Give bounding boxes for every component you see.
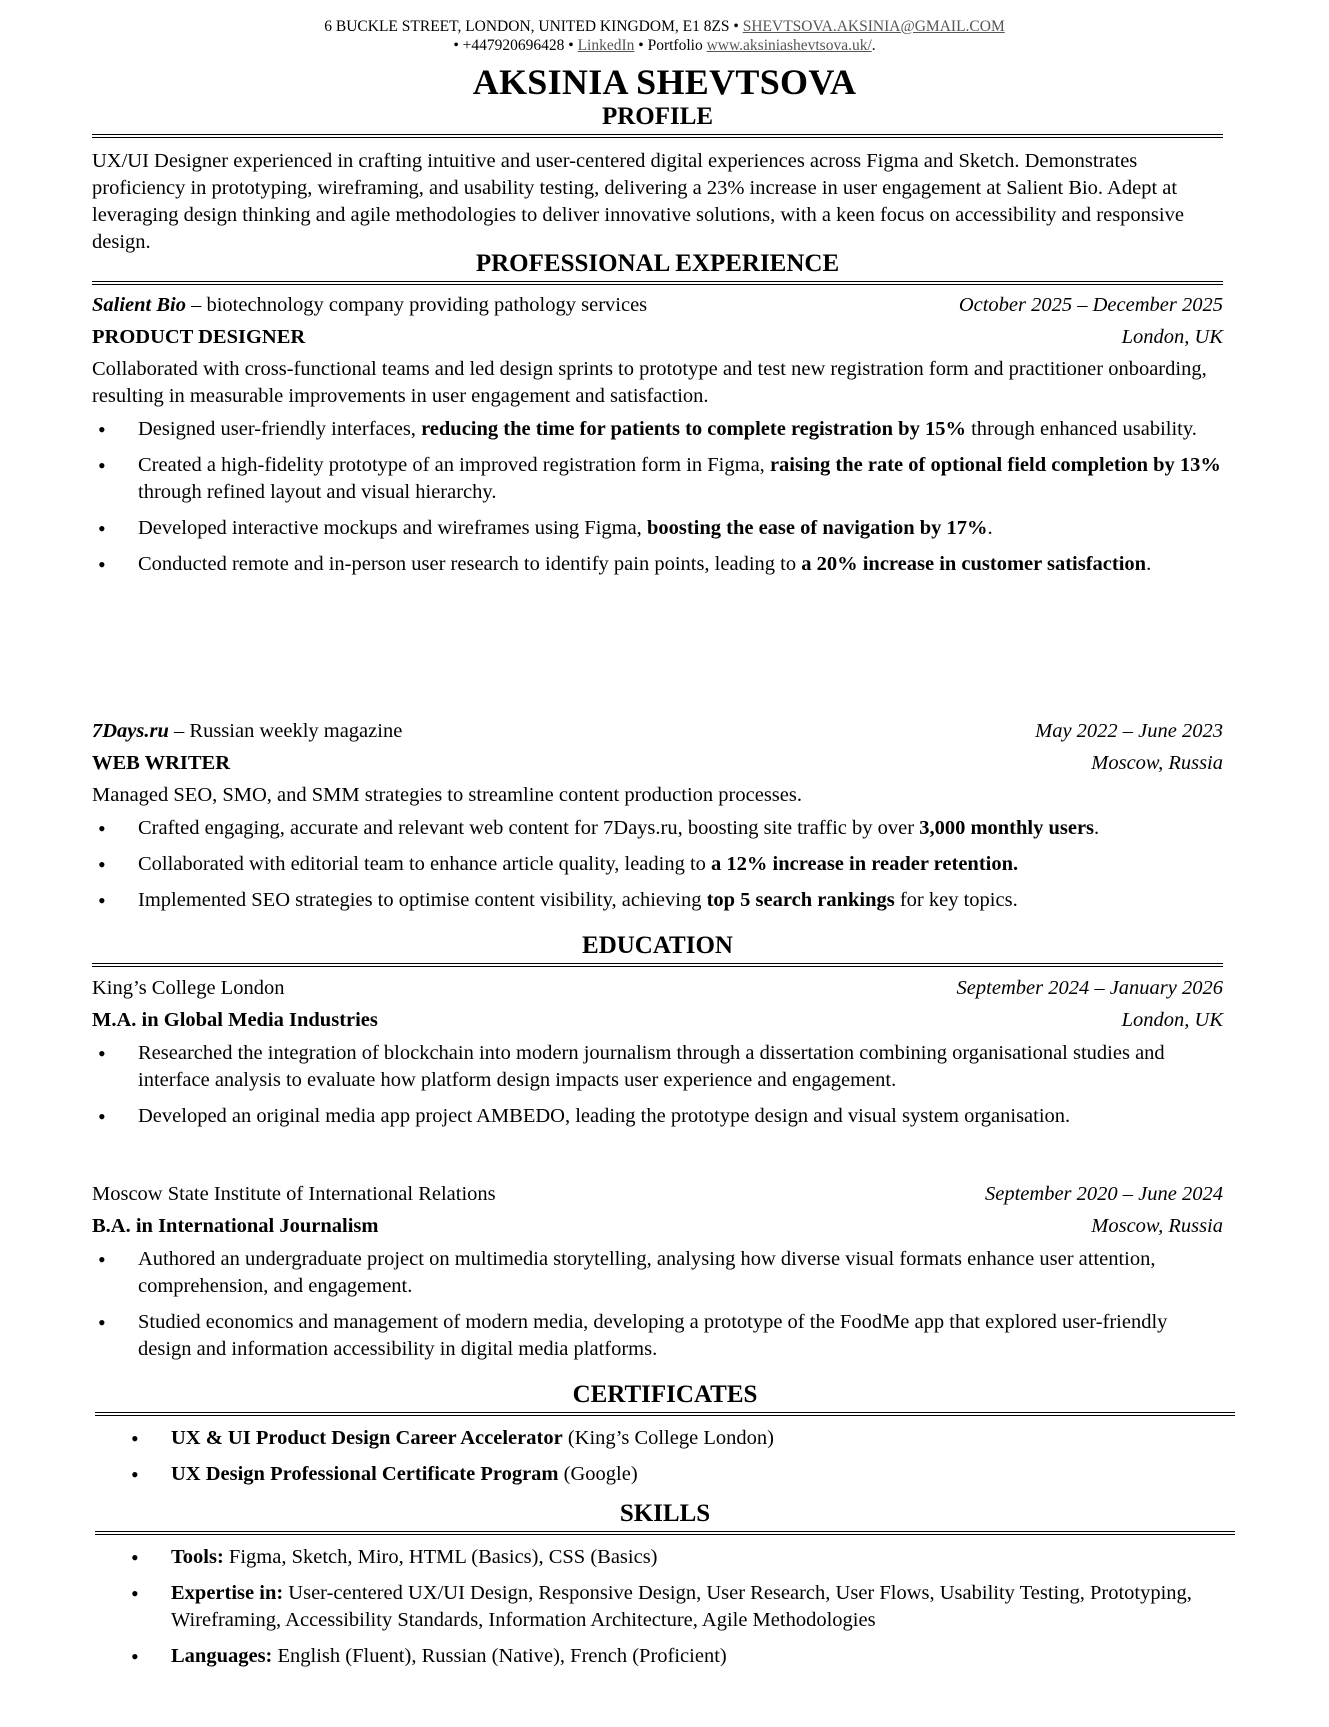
portfolio-label: • Portfolio <box>634 37 707 54</box>
bullet-highlight: raising the rate of optional field completion by 13% <box>769 454 1221 476</box>
job-summary: Collaborated with cross-functional teams and led design sprints to prototype and test new registration form and practitioner onboarding, resulting in measurable improvements in user engagement and satisfaction. <box>92 358 1207 407</box>
profile-text: UX/UI Designer experienced in crafting intuitive and user-centered digital experiences across Figma and Sketch. Demonstrates proficiency in prototyping, wireframing, and usability testing, delivering a 23% increase in user engagement at Salient Bio. Adept at leveraging design thinking and agile methodologies to deliver innovative solutions, with a keen focus on accessibility and responsive design. <box>92 150 1184 253</box>
bullet-text: through enhanced usability. <box>965 418 1197 440</box>
job-summary: Managed SEO, SMO, and SMM strategies to streamline content production processes. <box>92 784 802 806</box>
edu-location: Moscow, Russia <box>1091 1215 1223 1237</box>
job-location: Moscow, Russia <box>1091 752 1223 774</box>
certificate-name: UX Design Professional Certificate Program <box>171 1463 559 1485</box>
education-kcl <box>92 975 1223 1139</box>
job-bullets <box>92 815 1223 914</box>
job-role-row <box>92 750 1223 777</box>
candidate-name: AKSINIA SHEVTSOVA <box>472 62 857 102</box>
edu-degree-row <box>92 1213 1223 1240</box>
list-item <box>92 815 1223 842</box>
edu-header <box>92 975 1223 1002</box>
certificates-list <box>125 1425 1235 1497</box>
education-section-header <box>92 932 1223 967</box>
edu-degree-row <box>92 1007 1223 1034</box>
skills-list <box>125 1544 1235 1679</box>
list-item <box>92 452 1223 506</box>
list-item <box>92 551 1223 578</box>
degree: M.A. in Global Media Industries <box>92 1009 378 1031</box>
bullet-text: Developed interactive mockups and wireframes using Figma, <box>138 517 647 539</box>
company-name: Salient Bio <box>92 294 186 316</box>
contact-end: . <box>871 37 876 54</box>
job-bullets <box>92 416 1223 578</box>
skill-bullets <box>125 1544 1235 1670</box>
job-salient-bio <box>92 292 1223 587</box>
skills-section-header <box>95 1500 1235 1535</box>
bullet-highlight: a 20% increase in customer satisfaction <box>801 553 1147 575</box>
bullet-text: . <box>1146 553 1152 575</box>
list-item <box>125 1643 1235 1670</box>
list-item <box>92 887 1223 914</box>
school-name: Moscow State Institute of International Relations <box>92 1183 496 1205</box>
job-header <box>92 718 1223 745</box>
skill-label: Languages: <box>171 1645 273 1667</box>
bullet-highlight: top 5 search rankings <box>706 889 895 911</box>
bullet-text: Implemented SEO strategies to optimise content visibility, achieving <box>138 889 707 911</box>
address: 6 BUCKLE STREET, LONDON, UNITED KINGDOM, E1 8ZS • <box>324 18 743 35</box>
job-header <box>92 292 1223 319</box>
edu-dates: September 2024 – January 2026 <box>956 977 1223 999</box>
list-item: • Authored an undergraduate project on multimedia storytelling, analysing how diverse visual formats enhance user attention, comprehension, and engagement. <box>92 1246 1223 1300</box>
certificate-issuer: (Google) <box>558 1463 638 1485</box>
section-title-certificates: CERTIFICATES <box>572 1381 758 1408</box>
edu-dates: September 2020 – June 2024 <box>985 1183 1223 1205</box>
list-item: • Studied economics and management of modern media, developing a prototype of the FoodMe app that explored user-friendly design and information accessibility in digital media platforms. <box>92 1309 1223 1363</box>
experience-section-header <box>92 250 1223 285</box>
list-item: • Researched the integration of blockchain into modern journalism through a dissertation combining organisational studies and interface analysis to evaluate how platform design impacts user experience and engagement. <box>92 1040 1223 1094</box>
bullet-highlight: boosting the ease of navigation by 17% <box>646 517 988 539</box>
job-7days <box>92 718 1223 923</box>
section-title-education: EDUCATION <box>582 932 733 959</box>
degree: B.A. in International Journalism <box>92 1215 379 1237</box>
section-title-skills: SKILLS <box>619 1500 711 1527</box>
job-role: PRODUCT DESIGNER <box>92 326 306 348</box>
list-item: • Developed an original media app project AMBEDO, leading the prototype design and visual system organisation. <box>92 1103 1223 1130</box>
job-location: London, UK <box>1121 326 1223 348</box>
school-name: King’s College London <box>92 977 285 999</box>
bullet-text: Conducted remote and in-person user research to identify pain points, leading to <box>138 553 802 575</box>
job-role: WEB WRITER <box>92 752 231 774</box>
bullet-text: . <box>1094 817 1100 839</box>
section-divider <box>92 281 1223 285</box>
bullet-text: . <box>987 517 993 539</box>
list-item <box>125 1461 1235 1488</box>
contact-line-2 <box>0 36 1329 55</box>
contact-line-1 <box>0 17 1329 36</box>
section-divider <box>92 134 1223 138</box>
bullet-highlight: reducing the time for patients to complete registration by 15% <box>421 418 966 440</box>
list-item <box>125 1580 1235 1634</box>
linkedin-link[interactable]: LinkedIn <box>577 37 635 54</box>
certificate-bullets <box>125 1425 1235 1488</box>
list-item <box>92 851 1223 878</box>
section-title-experience: PROFESSIONAL EXPERIENCE <box>475 250 840 277</box>
company-desc: – biotechnology company providing pathology services <box>185 294 648 316</box>
list-item <box>92 515 1223 542</box>
bullet-highlight: a 12% increase in reader retention. <box>711 853 1019 875</box>
section-divider <box>95 1412 1235 1416</box>
certificate-issuer: (King’s College London) <box>562 1427 774 1449</box>
skill-label: Expertise in: <box>171 1582 284 1604</box>
phone: • +447920696428 • <box>453 37 578 54</box>
skill-label: Tools: <box>171 1546 224 1568</box>
certificates-section-header <box>95 1381 1235 1416</box>
profile-body <box>92 148 1232 256</box>
list-item <box>125 1425 1235 1452</box>
section-title-profile: PROFILE <box>601 103 714 130</box>
bullet-text: Collaborated with editorial team to enhance article quality, leading to <box>138 853 712 875</box>
contact-info <box>0 0 1329 55</box>
education-mgimo <box>92 1181 1223 1372</box>
skill-values: English (Fluent), Russian (Native), French (Proficient) <box>272 1645 727 1667</box>
edu-bullets <box>92 1246 1223 1363</box>
list-item <box>125 1544 1235 1571</box>
bullet-highlight: 3,000 monthly users <box>919 817 1095 839</box>
section-divider <box>92 963 1223 967</box>
section-divider <box>95 1531 1235 1535</box>
job-company-line <box>92 292 647 319</box>
bullet-text: Designed user-friendly interfaces, <box>138 418 422 440</box>
job-role-row <box>92 324 1223 351</box>
job-dates: October 2025 – December 2025 <box>958 294 1223 316</box>
bullet-text: Created a high-fidelity prototype of an improved registration form in Figma, <box>138 454 770 476</box>
skill-values: Figma, Sketch, Miro, HTML (Basics), CSS (Basics) <box>223 1546 658 1568</box>
skill-values: User-centered UX/UI Design, Responsive Design, User Research, User Flows, Usability Testing, Prototyping, Wireframing, Accessibility Standards, Information Architecture, Agile Methodologies <box>171 1582 1192 1631</box>
company-desc: – Russian weekly magazine <box>168 720 403 742</box>
list-item <box>92 416 1223 443</box>
job-dates: May 2022 – June 2023 <box>1035 720 1223 742</box>
profile-section <box>92 103 1223 138</box>
job-company-line <box>92 718 402 745</box>
certificate-name: UX & UI Product Design Career Accelerator <box>171 1427 563 1449</box>
edu-bullets <box>92 1040 1223 1130</box>
bullet-text: through refined layout and visual hierarchy. <box>138 481 497 503</box>
edu-location: London, UK <box>1121 1009 1223 1031</box>
company-name: 7Days.ru <box>92 720 169 742</box>
bullet-text: Crafted engaging, accurate and relevant web content for 7Days.ru, boosting site traffic by over <box>138 817 920 839</box>
email-link[interactable]: SHEVTSOVA.AKSINIA@GMAIL.COM <box>742 18 1005 35</box>
bullet-text: for key topics. <box>894 889 1018 911</box>
portfolio-link[interactable]: www.aksiniashevtsova.uk/ <box>706 37 872 54</box>
edu-header <box>92 1181 1223 1208</box>
